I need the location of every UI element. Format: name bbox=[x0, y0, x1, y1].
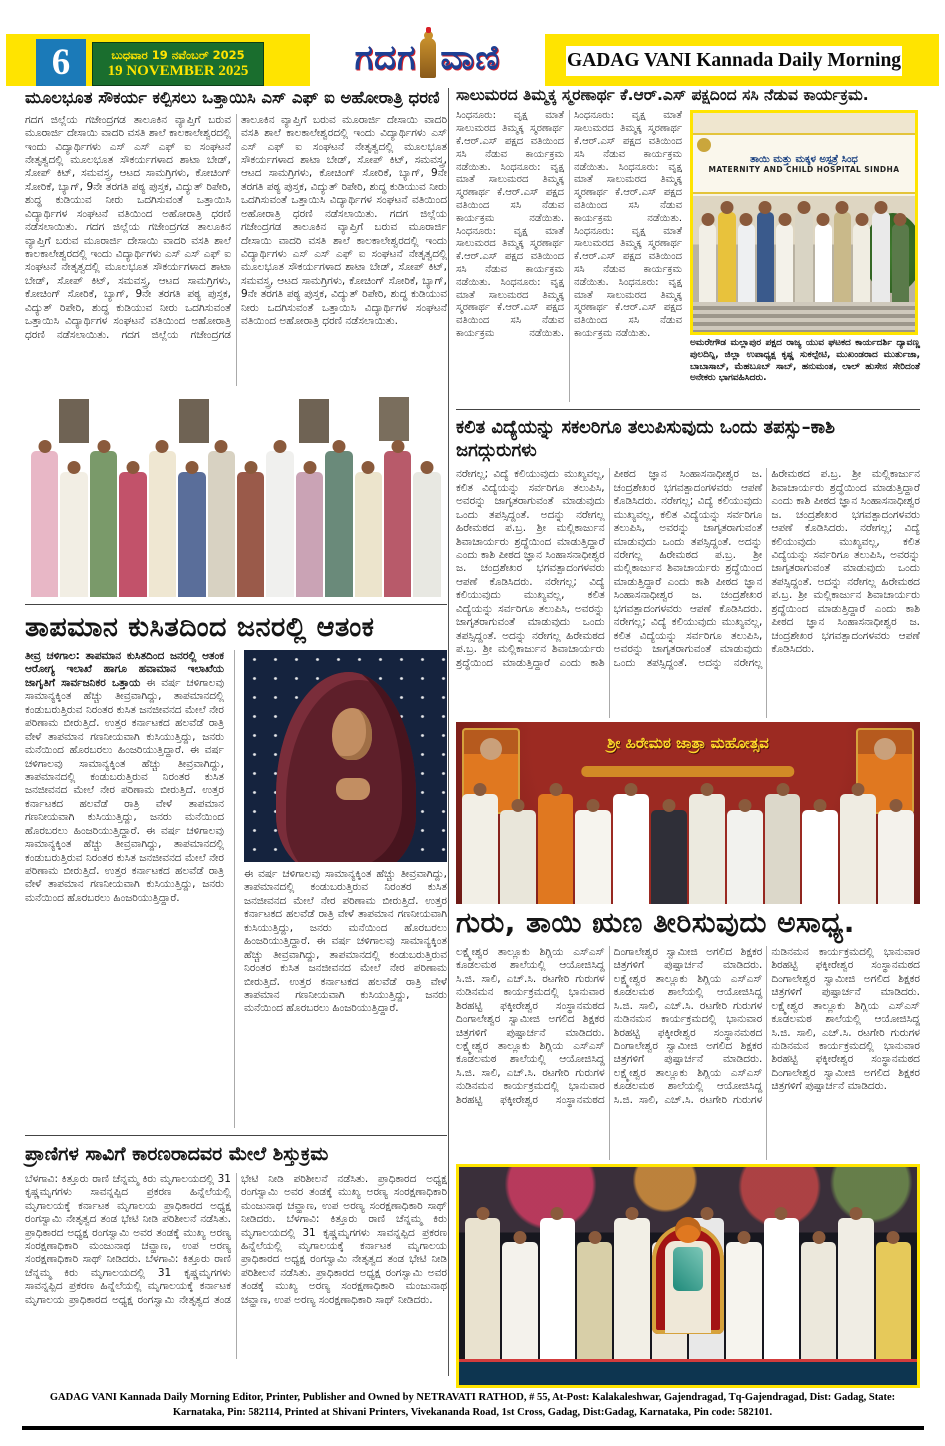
headline-temperature: ತಾಪಮಾನ ಕುಸಿತದಿಂದ ಜನರಲ್ಲಿ ಆತಂಕ bbox=[25, 611, 375, 643]
building-steps bbox=[693, 302, 915, 333]
photo-caption-timmakka: ಅಮರೇಗೌಡ ಮಲ್ಲಾಪುರ ಪಕ್ಷದ ರಾಜ್ಯ ಯುವ ಘಟಕದ ಕಾರ್ಯದರ್ಶಿ ದ್ಯಾವಣ್ಣ ಪುಲದಿನ್ನಿ, ಜಿಲ್ಲಾ ಉಪಾಧ್ಯಕ್ಷ ಕೃಷ್ಣ ಸುಕಲ್ಪೇಟಿ, ಮುಖಂಡರಾದ ಮುರ್ತುಜಾ, ಬಾಬಾಸಾಬ್, ಮೆಹಬೂಬ್ ಸಾಬ್, ಹನುಮಂತ, ಲಾಲ್ ಹುಸೇನ ಸೇರಿದಂತೆ ಅನೇಕರು ಭಾಗವಹಿಸಿದರು. bbox=[690, 338, 920, 384]
logo-text-vani: ವಾಣಿ bbox=[440, 38, 501, 78]
article-body-timmakka: ಸಿಂಧನೂರು: ವೃಕ್ಷ ಮಾತೆ ಸಾಲುಮರದ ತಿಮ್ಮಕ್ಕ ಸ್ಮರಣಾರ್ಥ ಕೆ.ಆರ್.ಎಸ್ ಪಕ್ಷದ ವತಿಯಿಂದ ಸಸಿ ನೆಡುವ ಕಾರ್ಯಕ್ರಮ ನಡೆಯಿತು. ಸಿಂಧನೂರು: ವೃಕ್ಷ ಮಾತೆ ಸಾಲುಮರದ ತಿಮ್ಮಕ್ಕ ಸ್ಮರಣಾರ್ಥ ಕೆ.ಆರ್.ಎಸ್ ಪಕ್ಷದ ವತಿಯಿಂದ ಸಸಿ ನೆಡುವ ಕಾರ್ಯಕ್ರಮ ನಡೆಯಿತು. ಸಿಂಧನೂರು: ವೃಕ್ಷ ಮಾತೆ ಸಾಲುಮರದ ತಿಮ್ಮಕ್ಕ ಸ್ಮರಣಾರ್ಥ ಕೆ.ಆರ್.ಎಸ್ ಪಕ್ಷದ ವತಿಯಿಂದ ಸಸಿ ನೆಡುವ ಕಾರ್ಯಕ್ರಮ ನಡೆಯಿತು. ಸಿಂಧನೂರು: ವೃಕ್ಷ ಮಾತೆ ಸಾಲುಮರದ ತಿಮ್ಮಕ್ಕ ಸ್ಮರಣಾರ್ಥ ಕೆ.ಆರ್.ಎಸ್ ಪಕ್ಷದ ವತಿಯಿಂದ ಸಸಿ ನೆಡುವ ಕಾರ್ಯಕ್ರಮ ನಡೆಯಿತು. ಸಿಂಧನೂರು: ವೃಕ್ಷ ಮಾತೆ ಸಾಲುಮರದ ತಿಮ್ಮಕ್ಕ ಸ್ಮರಣಾರ್ಥ ಕೆ.ಆರ್.ಎಸ್ ಪಕ್ಷದ ವತಿಯಿಂದ ಸಸಿ ನೆಡುವ ಕಾರ್ಯಕ್ರಮ ನಡೆಯಿತು. ಸಿಂಧನೂರು: ವೃಕ್ಷ ಮಾತೆ ಸಾಲುಮರದ ತಿಮ್ಮಕ್ಕ ಸ್ಮರಣಾರ್ಥ ಕೆ.ಆರ್.ಎಸ್ ಪಕ್ಷದ ವತಿಯಿಂದ ಸಸಿ ನೆಡುವ ಕಾರ್ಯಕ್ರಮ ನಡೆಯಿತು. ಸಿಂಧನೂರು: ವೃಕ್ಷ ಮಾತೆ ಸಾಲುಮರದ ತಿಮ್ಮಕ್ಕ ಸ್ಮರಣಾರ್ಥ ಕೆ.ಆರ್.ಎಸ್ ಪಕ್ಷದ ವತಿಯಿಂದ ಸಸಿ ನೆಡುವ ಕಾರ್ಯಕ್ರಮ ನಡೆಯಿತು. ಸಿಂಧನೂರು: ವೃಕ್ಷ ಮಾತೆ ಸಾಲುಮರದ ತಿಮ್ಮಕ್ಕ ಸ್ಮರಣಾರ್ಥ ಕೆ.ಆರ್.ಎಸ್ ಪಕ್ಷದ ವತಿಯಿಂದ ಸಸಿ ನೆಡುವ ಕಾರ್ಯಕ್ರಮ ನಡೆಯಿತು. bbox=[456, 110, 682, 339]
honoree-orange-turban bbox=[665, 1241, 711, 1333]
date-kannada: ಬುಧವಾರ 19 ನವೆಂಬರ್ 2025 bbox=[111, 47, 245, 62]
article-body-sfi: ಗದಗ ಜಿಲ್ಲೆಯ ಗಜೇಂದ್ರಗಡ ತಾಲೂಕಿನ ವ್ಯಾಪ್ತಿಗೆ ಬರುವ ಮೂರಾರ್ಜಿ ದೇಸಾಯಿ ವಾದರಿ ವಸತಿ ಶಾಲೆ ಕಾಲಕಾಲೇಶ್ವರದಲ್ಲಿ ಇಂದು ವಿದ್ಯಾರ್ಥಿಗಳು ಎಸ್ ಎಸ್ ಎಫ್ ಐ ಸಂಘಟನೆ ನೇತೃತ್ವದಲ್ಲಿ ಮೂಲಭೂತ ಸೌಕರ್ಯಗಳಾದ ಶಾಟಾ ಬೇಡ್, ಸೋಪ್ ಕಿಟ್, ಸಮವಸ್ತ್ರ, ಆಟದ ಸಾಮಗ್ರಿಗಳು, ಕೋಚಿಂಗ್ ಸೋರಿಕೆ, ಬ್ಯಾಗ್, 9ನೇ ತರಗತಿ ಪಠ್ಯ ಪುಸ್ತಕ, ವಿದ್ಯುತ್ ರಿಪೇರಿ, ಶುದ್ಧ ಕುಡಿಯುವ ನೀರು ಒದಗಿಸುವಂತೆ ಒತ್ತಾಯಿಸಿ ವಿದ್ಯಾರ್ಥಿಗಳ ಸಂಘಟನೆ ವತಿಯಿಂದ ಅಹೋರಾತ್ರಿ ಧರಣಿ ನಡೆಸಲಾಯಿತು. ಗದಗ ಜಿಲ್ಲೆಯ ಗಜೇಂದ್ರಗಡ ತಾಲೂಕಿನ ವ್ಯಾಪ್ತಿಗೆ ಬರುವ ಮೂರಾರ್ಜಿ ದೇಸಾಯಿ ವಾದರಿ ವಸತಿ ಶಾಲೆ ಕಾಲಕಾಲೇಶ್ವರದಲ್ಲಿ ಇಂದು ವಿದ್ಯಾರ್ಥಿಗಳು ಎಸ್ ಎಸ್ ಎಫ್ ಐ ಸಂಘಟನೆ ನೇತೃತ್ವದಲ್ಲಿ ಮೂಲಭೂತ ಸೌಕರ್ಯಗಳಾದ ಶಾಟಾ ಬೇಡ್, ಸೋಪ್ ಕಿಟ್, ಸಮವಸ್ತ್ರ, ಆಟದ ಸಾಮಗ್ರಿಗಳು, ಕೋಚಿಂಗ್ ಸೋರಿಕೆ, ಬ್ಯಾಗ್, 9ನೇ ತರಗತಿ ಪಠ್ಯ ಪುಸ್ತಕ, ವಿದ್ಯುತ್ ರಿಪೇರಿ, ಶುದ್ಧ ಕುಡಿಯುವ ನೀರು ಒದಗಿಸುವಂತೆ ಒತ್ತಾಯಿಸಿ ವಿದ್ಯಾರ್ಥಿಗಳ ಸಂಘಟನೆ ವತಿಯಿಂದ ಅಹೋರಾತ್ರಿ ಧರಣಿ ನಡೆಸಲಾಯಿತು. ಗದಗ ಜಿಲ್ಲೆಯ ಗಜೇಂದ್ರಗಡ ತಾಲೂಕಿನ ವ್ಯಾಪ್ತಿಗೆ ಬರುವ ಮೂರಾರ್ಜಿ ದೇಸಾಯಿ ವಾದರಿ ವಸತಿ ಶಾಲೆ ಕಾಲಕಾಲೇಶ್ವರದಲ್ಲಿ ಇಂದು ವಿದ್ಯಾರ್ಥಿಗಳು ಎಸ್ ಎಸ್ ಎಫ್ ಐ ಸಂಘಟನೆ ನೇತೃತ್ವದಲ್ಲಿ ಮೂಲಭೂತ ಸೌಕರ್ಯಗಳಾದ ಶಾಟಾ ಬೇಡ್, ಸೋಪ್ ಕಿಟ್, ಸಮವಸ್ತ್ರ, ಆಟದ ಸಾಮಗ್ರಿಗಳು, ಕೋಚಿಂಗ್ ಸೋರಿಕೆ, ಬ್ಯಾಗ್, 9ನೇ ತರಗತಿ ಪಠ್ಯ ಪುಸ್ತಕ, ವಿದ್ಯುತ್ ರಿಪೇರಿ, ಶುದ್ಧ ಕುಡಿಯುವ ನೀರು ಒದಗಿಸುವಂತೆ ಒತ್ತಾಯಿಸಿ ವಿದ್ಯಾರ್ಥಿಗಳ ಸಂಘಟನೆ ವತಿಯಿಂದ ಅಹೋರಾತ್ರಿ ಧರಣಿ ನಡೆಸಲಾಯಿತು. ಗದಗ ಜಿಲ್ಲೆಯ ಗಜೇಂದ್ರಗಡ ತಾಲೂಕಿನ ವ್ಯಾಪ್ತಿಗೆ ಬರುವ ಮೂರಾರ್ಜಿ ದೇಸಾಯಿ ವಾದರಿ ವಸತಿ ಶಾಲೆ ಕಾಲಕಾಲೇಶ್ವರದಲ್ಲಿ ಇಂದು ವಿದ್ಯಾರ್ಥಿಗಳು ಎಸ್ ಎಸ್ ಎಫ್ ಐ ಸಂಘಟನೆ ನೇತೃತ್ವದಲ್ಲಿ ಮೂಲಭೂತ ಸೌಕರ್ಯಗಳಾದ ಶಾಟಾ ಬೇಡ್, ಸೋಪ್ ಕಿಟ್, ಸಮವಸ್ತ್ರ, ಆಟದ ಸಾಮಗ್ರಿಗಳು, ಕೋಚಿಂಗ್ ಸೋರಿಕೆ, ಬ್ಯಾಗ್, 9ನೇ ತರಗತಿ ಪಠ್ಯ ಪುಸ್ತಕ, ವಿದ್ಯುತ್ ರಿಪೇರಿ, ಶುದ್ಧ ಕುಡಿಯುವ ನೀರು ಒದಗಿಸುವಂತೆ ಒತ್ತಾಯಿಸಿ ವಿದ್ಯಾರ್ಥಿಗಳ ಸಂಘಟನೆ ವತಿಯಿಂದ ಅಹೋರಾತ್ರಿ ಧರಣಿ ನಡೆಸಲಾಯಿತು. bbox=[25, 113, 447, 341]
date-english: 19 NOVEMBER 2025 bbox=[107, 62, 249, 79]
masthead-title-english: GADAG VANI Kannada Daily Morning bbox=[566, 46, 902, 76]
left-column bbox=[25, 88, 447, 1378]
headline-guru-debt: ಗುರು, ತಾಯಿ ಋಣ ತೀರಿಸುವುದು ಅಸಾಧ್ಯ. bbox=[456, 906, 855, 940]
section-divider bbox=[456, 409, 920, 410]
article-body-temperature-cont: ಈ ವರ್ಷ ಚಳಿಗಾಲವು ಸಾಮಾನ್ಯಕ್ಕಿಂತ ಹೆಚ್ಚು ತೀವ್ರವಾಗಿದ್ದು, ತಾಪಮಾನದಲ್ಲಿ ಕಂಡುಬರುತ್ತಿರುವ ನಿರಂತರ ಕುಸಿತ ಜನಜೀವನದ ಮೇಲೆ ನೇರ ಪರಿಣಾಮ ಬೀರುತ್ತಿದೆ. ಉತ್ತರ ಕರ್ನಾಟಕದ ಹಲವೆಡೆ ರಾತ್ರಿ ವೇಳೆ ತಾಪಮಾನ ಗಣನೀಯವಾಗಿ ಕುಸಿಯುತ್ತಿದ್ದು, ಜನರು ಮನೆಯಿಂದ ಹೊರಬರಲು ಹಿಂಜರಿಯುತ್ತಿದ್ದಾರೆ. ಈ ವರ್ಷ ಚಳಿಗಾಲವು ಸಾಮಾನ್ಯಕ್ಕಿಂತ ಹೆಚ್ಚು ತೀವ್ರವಾಗಿದ್ದು, ತಾಪಮಾನದಲ್ಲಿ ಕಂಡುಬರುತ್ತಿರುವ ನಿರಂತರ ಕುಸಿತ ಜನಜೀವನದ ಮೇಲೆ ನೇರ ಪರಿಣಾಮ ಬೀರುತ್ತಿದೆ. ಉತ್ತರ ಕರ್ನಾಟಕದ ಹಲವೆಡೆ ರಾತ್ರಿ ವೇಳೆ ತಾಪಮಾನ ಗಣನೀಯವಾಗಿ ಕುಸಿಯುತ್ತಿದ್ದು, ಜನರು ಮನೆಯಿಂದ ಹೊರಬರಲು ಹಿಂಜರಿಯುತ್ತಿದ್ದಾರೆ. bbox=[244, 868, 447, 1015]
article-lead-temperature: ತೀವ್ರ ಚಳಿಗಾಲ: ತಾಪಮಾನ ಕುಸಿತದಿಂದ ಜನರಲ್ಲಿ ಆತಂಕ ಆರೋಗ್ಯ ಇಲಾಖೆ ಹಾಗೂ ಹವಾಮಾನ ಇಲಾಖೆಯ ಜಾಗೃತಿಗೆ ಸಾರ್ವಜನಿಕರ ಒತ್ತಾಯ bbox=[25, 650, 224, 689]
timmakka-photo-block bbox=[690, 110, 920, 402]
figure-face bbox=[332, 708, 372, 760]
imprint-line-1: GADAG VANI Kannada Daily Morning Editor, Printer, Publisher and Owned by NETRAVATI RATHOD, # 55, At-Post: Kalakaleshwar, Gajendragad, Tq-Gajendragad, Dist: Gadag, State: bbox=[49, 1391, 896, 1403]
hospital-sign bbox=[693, 133, 915, 194]
photo-maternity-hospital bbox=[690, 110, 918, 335]
statue-icon bbox=[420, 38, 436, 78]
article-temperature-right bbox=[234, 650, 447, 1128]
photo-winter-painting bbox=[244, 650, 447, 862]
headline-animal-deaths: ಪ್ರಾಣಿಗಳ ಸಾವಿಗೆ ಕಾರಣರಾದವರ ಮೇಲೆ ಶಿಸ್ತುಕ್ರಮ bbox=[25, 1143, 329, 1166]
photo-hiremath-jatra bbox=[456, 722, 920, 904]
newspaper-logo bbox=[310, 27, 545, 89]
section-divider bbox=[25, 604, 447, 605]
photo-students-protest bbox=[25, 391, 447, 597]
imprint-line-2: Karnataka, Pin: 582114, Printed at Shivani Printers, Vivekananda Road, 1st Cross, Gadag, Dist:Gadag, Karnataka, Pin code: 582101. bbox=[172, 1406, 773, 1418]
hospital-sign-english: MATERNITY AND CHILD HOSPITAL SINDHA bbox=[708, 164, 900, 174]
article-body-guru: ಲಕ್ಷ್ಮೇಶ್ವರ ತಾಲ್ಲೂಕು ಶಿಗ್ಲಿಯ ಎಸ್‌ಎಸ್ ಕೂಡಲಮಠ ಶಾಲೆಯಲ್ಲಿ ಆಯೋಜಿಸಿದ್ದ ಸಿ.ಜಿ. ಸಾಲಿ, ಎಚ್.ಸಿ. ರಟಗೇರಿ ಗುರುಗಳ ನುಡಿನಮನ ಕಾರ್ಯಕ್ರಮದಲ್ಲಿ ಭಾನುವಾರ ಶಿರಹಟ್ಟಿ ಫಕ್ಕೀರೇಶ್ವರ ಸಂಸ್ಥಾನಮಠದ ದಿಂಗಾಲೇಶ್ವರ ಸ್ವಾಮೀಜಿ ಅಗಲಿದ ಶಿಕ್ಷಕರ ಚಿತ್ರಗಳಿಗೆ ಪುಷ್ಪಾರ್ಚನೆ ಮಾಡಿದರು. ಲಕ್ಷ್ಮೇಶ್ವರ ತಾಲ್ಲೂಕು ಶಿಗ್ಲಿಯ ಎಸ್‌ಎಸ್ ಕೂಡಲಮಠ ಶಾಲೆಯಲ್ಲಿ ಆಯೋಜಿಸಿದ್ದ ಸಿ.ಜಿ. ಸಾಲಿ, ಎಚ್.ಸಿ. ರಟಗೇರಿ ಗುರುಗಳ ನುಡಿನಮನ ಕಾರ್ಯಕ್ರಮದಲ್ಲಿ ಭಾನುವಾರ ಶಿರಹಟ್ಟಿ ಫಕ್ಕೀರೇಶ್ವರ ಸಂಸ್ಥಾನಮಠದ ದಿಂಗಾಲೇಶ್ವರ ಸ್ವಾಮೀಜಿ ಅಗಲಿದ ಶಿಕ್ಷಕರ ಚಿತ್ರಗಳಿಗೆ ಪುಷ್ಪಾರ್ಚನೆ ಮಾಡಿದರು. ಲಕ್ಷ್ಮೇಶ್ವರ ತಾಲ್ಲೂಕು ಶಿಗ್ಲಿಯ ಎಸ್‌ಎಸ್ ಕೂಡಲಮಠ ಶಾಲೆಯಲ್ಲಿ ಆಯೋಜಿಸಿದ್ದ ಸಿ.ಜಿ. ಸಾಲಿ, ಎಚ್.ಸಿ. ರಟಗೇರಿ ಗುರುಗಳ ನುಡಿನಮನ ಕಾರ್ಯಕ್ರಮದಲ್ಲಿ ಭಾನುವಾರ ಶಿರಹಟ್ಟಿ ಫಕ್ಕೀರೇಶ್ವರ ಸಂಸ್ಥಾನಮಠದ ದಿಂಗಾಲೇಶ್ವರ ಸ್ವಾಮೀಜಿ ಅಗಲಿದ ಶಿಕ್ಷಕರ ಚಿತ್ರಗಳಿಗೆ ಪುಷ್ಪಾರ್ಚನೆ ಮಾಡಿದರು. ಲಕ್ಷ್ಮೇಶ್ವರ ತಾಲ್ಲೂಕು ಶಿಗ್ಲಿಯ ಎಸ್‌ಎಸ್ ಕೂಡಲಮಠ ಶಾಲೆಯಲ್ಲಿ ಆಯೋಜಿಸಿದ್ದ ಸಿ.ಜಿ. ಸಾಲಿ, ಎಚ್.ಸಿ. ರಟಗೇರಿ ಗುರುಗಳ ನುಡಿನಮನ ಕಾರ್ಯಕ್ರಮದಲ್ಲಿ ಭಾನುವಾರ ಶಿರಹಟ್ಟಿ ಫಕ್ಕೀರೇಶ್ವರ ಸಂಸ್ಥಾನಮಠದ ದಿಂಗಾಲೇಶ್ವರ ಸ್ವಾಮೀಜಿ ಅಗಲಿದ ಶಿಕ್ಷಕರ ಚಿತ್ರಗಳಿಗೆ ಪುಷ್ಪಾರ್ಚನೆ ಮಾಡಿದರು. ಲಕ್ಷ್ಮೇಶ್ವರ ತಾಲ್ಲೂಕು ಶಿಗ್ಲಿಯ ಎಸ್‌ಎಸ್ ಕೂಡಲಮಠ ಶಾಲೆಯಲ್ಲಿ ಆಯೋಜಿಸಿದ್ದ ಸಿ.ಜಿ. ಸಾಲಿ, ಎಚ್.ಸಿ. ರಟಗೇರಿ ಗುರುಗಳ ನುಡಿನಮನ ಕಾರ್ಯಕ್ರಮದಲ್ಲಿ ಭಾನುವಾರ ಶಿರಹಟ್ಟಿ ಫಕ್ಕೀರೇಶ್ವರ ಸಂಸ್ಥಾನಮಠದ ದಿಂಗಾಲೇಶ್ವರ ಸ್ವಾಮೀಜಿ ಅಗಲಿದ ಶಿಕ್ಷಕರ ಚಿತ್ರಗಳಿಗೆ ಪುಷ್ಪಾರ್ಚನೆ ಮಾಡಿದರು. bbox=[456, 945, 920, 1106]
right-column bbox=[456, 86, 920, 1378]
article-timmakka bbox=[456, 110, 920, 402]
section-divider bbox=[25, 1135, 447, 1136]
logo-text-gadag: ಗದಗ bbox=[354, 38, 417, 78]
article-body-kalita: ನರೇಗಲ್ಲ; ವಿದ್ಯೆ ಕಲಿಯುವುದು ಮುಖ್ಯವಲ್ಲ, ಕಲಿತ ವಿದ್ಯೆಯನ್ನು ಸರ್ವರಿಗೂ ತಲುಪಿಸಿ, ಅವರನ್ನು ಜಾಗೃತರಾಗುವಂತೆ ಮಾಡುವುದು ಒಂದು ತಪಸ್ಸಿದ್ದಂತೆ. ಅದನ್ನು ನರೇಗಲ್ಲ ಹಿರೇಮಠದ ಪ.ಬ್ರ. ಶ್ರೀ ಮಲ್ಲಿಕಾರ್ಜುನ ಶಿವಾಚಾರ್ಯರು ಶ್ರದ್ಧೆಯಿಂದ ಮಾಡುತ್ತಿದ್ದಾರೆ ಎಂದು ಕಾಶಿ ಪೀಠದ ಜ್ಞಾನ ಸಿಂಹಾಸನಾಧೀಶ್ವರ ಜ. ಚಂದ್ರಶೇಖರ ಭಗವತ್ಪಾದಂಗಳವರು ಆಪಣೆ ಕೊಡಿಸಿದರು. ನರೇಗಲ್ಲ; ವಿದ್ಯೆ ಕಲಿಯುವುದು ಮುಖ್ಯವಲ್ಲ, ಕಲಿತ ವಿದ್ಯೆಯನ್ನು ಸರ್ವರಿಗೂ ತಲುಪಿಸಿ, ಅವರನ್ನು ಜಾಗೃತರಾಗುವಂತೆ ಮಾಡುವುದು ಒಂದು ತಪಸ್ಸಿದ್ದಂತೆ. ಅದನ್ನು ನರೇಗಲ್ಲ ಹಿರೇಮಠದ ಪ.ಬ್ರ. ಶ್ರೀ ಮಲ್ಲಿಕಾರ್ಜುನ ಶಿವಾಚಾರ್ಯರು ಶ್ರದ್ಧೆಯಿಂದ ಮಾಡುತ್ತಿದ್ದಾರೆ ಎಂದು ಕಾಶಿ ಪೀಠದ ಜ್ಞಾನ ಸಿಂಹಾಸನಾಧೀಶ್ವರ ಜ. ಚಂದ್ರಶೇಖರ ಭಗವತ್ಪಾದಂಗಳವರು ಆಪಣೆ ಕೊಡಿಸಿದರು. ನರೇಗಲ್ಲ; ವಿದ್ಯೆ ಕಲಿಯುವುದು ಮುಖ್ಯವಲ್ಲ, ಕಲಿತ ವಿದ್ಯೆಯನ್ನು ಸರ್ವರಿಗೂ ತಲುಪಿಸಿ, ಅವರನ್ನು ಜಾಗೃತರಾಗುವಂತೆ ಮಾಡುವುದು ಒಂದು ತಪಸ್ಸಿದ್ದಂತೆ. ಅದನ್ನು ನರೇಗಲ್ಲ ಹಿರೇಮಠದ ಪ.ಬ್ರ. ಶ್ರೀ ಮಲ್ಲಿಕಾರ್ಜುನ ಶಿವಾಚಾರ್ಯರು ಶ್ರದ್ಧೆಯಿಂದ ಮಾಡುತ್ತಿದ್ದಾರೆ ಎಂದು ಕಾಶಿ ಪೀಠದ ಜ್ಞಾನ ಸಿಂಹಾಸನಾಧೀಶ್ವರ ಜ. ಚಂದ್ರಶೇಖರ ಭಗವತ್ಪಾದಂಗಳವರು ಆಪಣೆ ಕೊಡಿಸಿದರು. ನರೇಗಲ್ಲ; ವಿದ್ಯೆ ಕಲಿಯುವುದು ಮುಖ್ಯವಲ್ಲ, ಕಲಿತ ವಿದ್ಯೆಯನ್ನು ಸರ್ವರಿಗೂ ತಲುಪಿಸಿ, ಅವರನ್ನು ಜಾಗೃತರಾಗುವಂತೆ ಮಾಡುವುದು ಒಂದು ತಪಸ್ಸಿದ್ದಂತೆ. ಅದನ್ನು ನರೇಗಲ್ಲ ಹಿರೇಮಠದ ಪ.ಬ್ರ. ಶ್ರೀ ಮಲ್ಲಿಕಾರ್ಜುನ ಶಿವಾಚಾರ್ಯರು ಶ್ರದ್ಧೆಯಿಂದ ಮಾಡುತ್ತಿದ್ದಾರೆ ಎಂದು ಕಾಶಿ ಪೀಠದ ಜ್ಞಾನ ಸಿಂಹಾಸನಾಧೀಶ್ವರ ಜ. ಚಂದ್ರಶೇಖರ ಭಗವತ್ಪಾದಂಗಳವರು ಆಪಣೆ ಕೊಡಿಸಿದರು. ನರೇಗಲ್ಲ; ವಿದ್ಯೆ ಕಲಿಯುವುದು ಮುಖ್ಯವಲ್ಲ, ಕಲಿತ ವಿದ್ಯೆಯನ್ನು ಸರ್ವರಿಗೂ ತಲುಪಿಸಿ, ಅವರನ್ನು ಜಾಗೃತರಾಗುವಂತೆ ಮಾಡುವುದು ಒಂದು ತಪಸ್ಸಿದ್ದಂತೆ. ಅದನ್ನು ನರೇಗಲ್ಲ ಹಿರೇಮಠದ ಪ.ಬ್ರ. ಶ್ರೀ ಮಲ್ಲಿಕಾರ್ಜುನ ಶಿವಾಚಾರ್ಯರು ಶ್ರದ್ಧೆಯಿಂದ ಮಾಡುತ್ತಿದ್ದಾರೆ ಎಂದು ಕಾಶಿ ಪೀಠದ ಜ್ಞಾನ ಸಿಂಹಾಸನಾಧೀಶ್ವರ ಜ. ಚಂದ್ರಶೇಖರ ಭಗವತ್ಪಾದಂಗಳವರು ಆಪಣೆ ಕೊಡಿಸಿದರು. bbox=[456, 468, 920, 669]
figure-hands bbox=[336, 778, 370, 800]
crowd-figures bbox=[25, 448, 447, 596]
group-figures bbox=[693, 210, 915, 302]
page-number: 6 bbox=[36, 39, 86, 86]
banner-title: ಶ್ರೀ ಹಿರೇಮಠ ಜಾತ್ರಾ ಮಹೋತ್ಸವ bbox=[607, 734, 769, 753]
headline-timmakka-saplings: ಸಾಲುಮರದ ತಿಮ್ಮಕ್ಕ ಸ್ಮರಣಾರ್ಥ ಕೆ.ಆರ್.ಎಸ್ ಪಕ್ಷದಿಂದ ಸಸಿ ನೆಡುವ ಕಾರ್ಯಕ್ರಮ. bbox=[456, 86, 869, 104]
article-body-temperature-left bbox=[25, 650, 224, 1128]
imprint-footer bbox=[0, 1390, 945, 1430]
banner-subtitle-bar bbox=[581, 766, 794, 777]
article-body-temperature: ಈ ವರ್ಷ ಚಳಿಗಾಲವು ಸಾಮಾನ್ಯಕ್ಕಿಂತ ಹೆಚ್ಚು ತೀವ್ರವಾಗಿದ್ದು, ತಾಪಮಾನದಲ್ಲಿ ಕಂಡುಬರುತ್ತಿರುವ ನಿರಂತರ ಕುಸಿತ ಜನಜೀವನದ ಮೇಲೆ ನೇರ ಪರಿಣಾಮ ಬೀರುತ್ತಿದೆ. ಉತ್ತರ ಕರ್ನಾಟಕದ ಹಲವೆಡೆ ರಾತ್ರಿ ವೇಳೆ ತಾಪಮಾನ ಗಣನೀಯವಾಗಿ ಕುಸಿಯುತ್ತಿದ್ದು, ಜನರು ಮನೆಯಿಂದ ಹೊರಬರಲು ಹಿಂಜರಿಯುತ್ತಿದ್ದಾರೆ. ಈ ವರ್ಷ ಚಳಿಗಾಲವು ಸಾಮಾನ್ಯಕ್ಕಿಂತ ಹೆಚ್ಚು ತೀವ್ರವಾಗಿದ್ದು, ತಾಪಮಾನದಲ್ಲಿ ಕಂಡುಬರುತ್ತಿರುವ ನಿರಂತರ ಕುಸಿತ ಜನಜೀವನದ ಮೇಲೆ ನೇರ ಪರಿಣಾಮ ಬೀರುತ್ತಿದೆ. ಉತ್ತರ ಕರ್ನಾಟಕದ ಹಲವೆಡೆ ರಾತ್ರಿ ವೇಳೆ ತಾಪಮಾನ ಗಣನೀಯವಾಗಿ ಕುಸಿಯುತ್ತಿದ್ದು, ಜನರು ಮನೆಯಿಂದ ಹೊರಬರಲು ಹಿಂಜರಿಯುತ್ತಿದ್ದಾರೆ. ಈ ವರ್ಷ ಚಳಿಗಾಲವು ಸಾಮಾನ್ಯಕ್ಕಿಂತ ಹೆಚ್ಚು ತೀವ್ರವಾಗಿದ್ದು, ತಾಪಮಾನದಲ್ಲಿ ಕಂಡುಬರುತ್ತಿರುವ ನಿರಂತರ ಕುಸಿತ ಜನಜೀವನದ ಮೇಲೆ ನೇರ ಪರಿಣಾಮ ಬೀರುತ್ತಿದೆ. ಉತ್ತರ ಕರ್ನಾಟಕದ ಹಲವೆಡೆ ರಾತ್ರಿ ವೇಳೆ ತಾಪಮಾನ ಗಣನೀಯವಾಗಿ ಕುಸಿಯುತ್ತಿದ್ದು, ಜನರು ಮನೆಯಿಂದ ಹೊರಬರಲು ಹಿಂಜರಿಯುತ್ತಿದ್ದಾರೆ. bbox=[25, 676, 224, 904]
photo-felicitation bbox=[456, 1164, 920, 1388]
headline-sfi-dharani: ಮೂಲಭೂತ ಸೌಕರ್ಯ ಕಲ್ಪಿಸಲು ಒತ್ತಾಯಿಸಿ ಎಸ್ ಎಫ್ ಐ ಅಹೋರಾತ್ರಿ ಧರಣಿ bbox=[25, 88, 440, 107]
article-body-animal-deaths: ಬೆಳಗಾವಿ: ಕಿತ್ತೂರು ರಾಣಿ ಚೆನ್ನಮ್ಮ ಕಿರು ಮೃಗಾಲಯದಲ್ಲಿ 31 ಕೃಷ್ಣಮೃಗಗಳು ಸಾವನ್ನಪ್ಪಿದ ಪ್ರಕರಣ ಹಿನ್ನೆಲೆಯಲ್ಲಿ ಮೃಗಾಲಯಕ್ಕೆ ಕರ್ನಾಟಕ ಮೃಗಾಲಯ ಪ್ರಾಧಿಕಾರದ ಅಧ್ಯಕ್ಷ ರಂಗಸ್ವಾಮಿ ನೇತೃತ್ವದ ತಂಡ ಭೇಟಿ ನೀಡಿ ಪರಿಶೀಲನೆ ನಡೆಸಿತು. ಪ್ರಾಧಿಕಾರದ ಅಧ್ಯಕ್ಷ ರಂಗಸ್ವಾಮಿ ಅವರ ತಂಡಕ್ಕೆ ಮುಖ್ಯ ಅರಣ್ಯ ಸಂರಕ್ಷಣಾಧಿಕಾರಿ ಮಂಜುನಾಥ ಚವ್ಹಾಣ, ಉಪ ಅರಣ್ಯ ಸಂರಕ್ಷಣಾಧಿಕಾರಿ ಸಾಥ್ ನೀಡಿದರು. ಬೆಳಗಾವಿ: ಕಿತ್ತೂರು ರಾಣಿ ಚೆನ್ನಮ್ಮ ಕಿರು ಮೃಗಾಲಯದಲ್ಲಿ 31 ಕೃಷ್ಣಮೃಗಗಳು ಸಾವನ್ನಪ್ಪಿದ ಪ್ರಕರಣ ಹಿನ್ನೆಲೆಯಲ್ಲಿ ಮೃಗಾಲಯಕ್ಕೆ ಕರ್ನಾಟಕ ಮೃಗಾಲಯ ಪ್ರಾಧಿಕಾರದ ಅಧ್ಯಕ್ಷ ರಂಗಸ್ವಾಮಿ ನೇತೃತ್ವದ ತಂಡ ಭೇಟಿ ನೀಡಿ ಪರಿಶೀಲನೆ ನಡೆಸಿತು. ಪ್ರಾಧಿಕಾರದ ಅಧ್ಯಕ್ಷ ರಂಗಸ್ವಾಮಿ ಅವರ ತಂಡಕ್ಕೆ ಮುಖ್ಯ ಅರಣ್ಯ ಸಂರಕ್ಷಣಾಧಿಕಾರಿ ಮಂಜುನಾಥ ಚವ್ಹಾಣ, ಉಪ ಅರಣ್ಯ ಸಂರಕ್ಷಣಾಧಿಕಾರಿ ಸಾಥ್ ನೀಡಿದರು. ಬೆಳಗಾವಿ: ಕಿತ್ತೂರು ರಾಣಿ ಚೆನ್ನಮ್ಮ ಕಿರು ಮೃಗಾಲಯದಲ್ಲಿ 31 ಕೃಷ್ಣಮೃಗಗಳು ಸಾವನ್ನಪ್ಪಿದ ಪ್ರಕರಣ ಹಿನ್ನೆಲೆಯಲ್ಲಿ ಮೃಗಾಲಯಕ್ಕೆ ಕರ್ನಾಟಕ ಮೃಗಾಲಯ ಪ್ರಾಧಿಕಾರದ ಅಧ್ಯಕ್ಷ ರಂಗಸ್ವಾಮಿ ನೇತೃತ್ವದ ತಂಡ ಭೇಟಿ ನೀಡಿ ಪರಿಶೀಲನೆ ನಡೆಸಿತು. ಪ್ರಾಧಿಕಾರದ ಅಧ್ಯಕ್ಷ ರಂಗಸ್ವಾಮಿ ಅವರ ತಂಡಕ್ಕೆ ಮುಖ್ಯ ಅರಣ್ಯ ಸಂರಕ್ಷಣಾಧಿಕಾರಿ ಮಂಜುನಾಥ ಚವ್ಹಾಣ, ಉಪ ಅರಣ್ಯ ಸಂರಕ್ಷಣಾಧಿಕಾರಿ ಸಾಥ್ ನೀಡಿದರು. bbox=[25, 1172, 447, 1306]
center-column-rule bbox=[448, 88, 449, 1376]
article-temperature bbox=[25, 650, 447, 1128]
hospital-sign-kannada: ತಾಯಿ ಮತ್ತು ಮಕ್ಕಳ ಅಸ್ಪತ್ರೆ ಸಿಂಧ bbox=[750, 153, 858, 165]
date-box bbox=[92, 42, 264, 86]
headline-kalita-vidye: ಕಲಿತ ವಿದ್ಯೆಯನ್ನು ಸಕಲರಿಗೂ ತಲುಪಿಸುವುದು ಒಂದು ತಪಸ್ಸು–ಕಾಶಿ ಜಗದ್ಗುರುಗಳು bbox=[456, 417, 835, 461]
hospital-emblem-icon bbox=[697, 138, 711, 152]
shawl-figure bbox=[276, 672, 416, 862]
dignitaries-figures bbox=[456, 792, 920, 905]
stage-table bbox=[459, 1359, 917, 1385]
footer-rule bbox=[22, 1426, 924, 1430]
